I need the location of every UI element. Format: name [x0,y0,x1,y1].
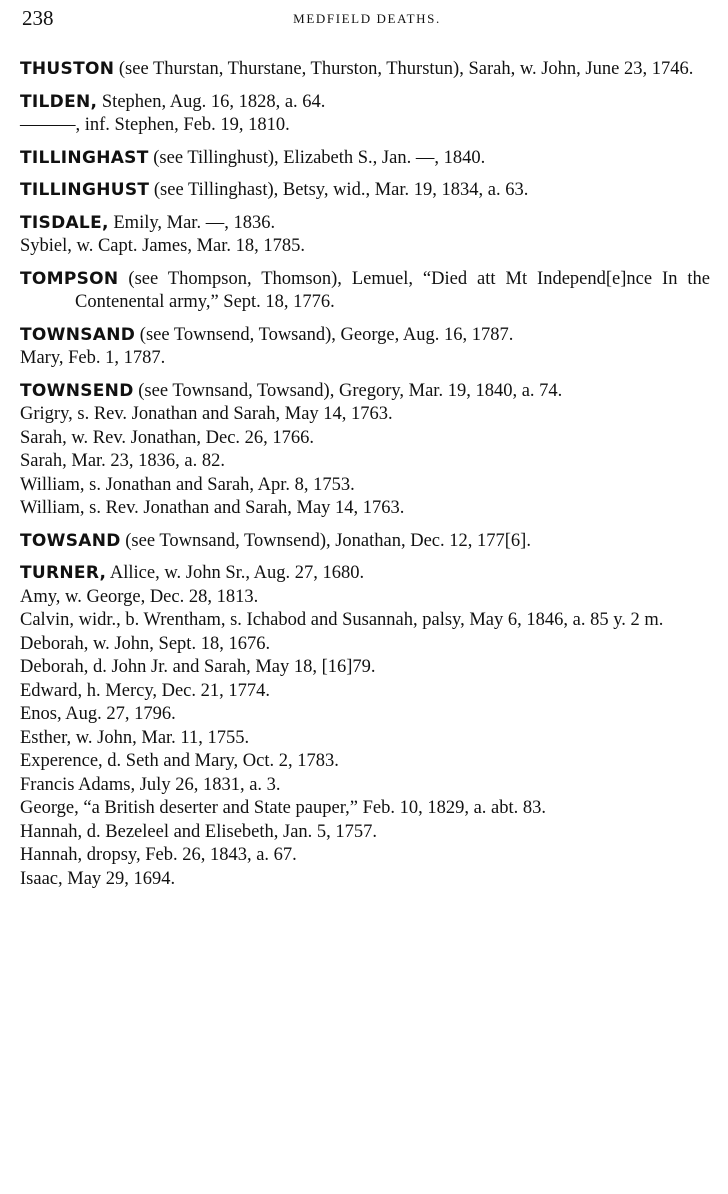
record-text: (see Townsend, Towsand), George, Aug. 16, 1787. [135,324,514,345]
surname-heading: TOWNSEND [20,380,134,401]
surname-heading: TILDEN, [20,91,98,112]
page-header [22,6,712,36]
record-text: Francis Adams, July 26, 1831, a. 3. [20,774,281,795]
surname-entry [20,530,710,554]
death-records-list [20,58,710,891]
record-entry [20,609,710,633]
record-text: Experence, d. Seth and Mary, Oct. 2, 1783. [20,751,339,771]
record-entry [20,821,710,845]
record-entry [20,680,710,704]
surname-entry [20,179,710,203]
record-entry [20,427,710,451]
surname-heading: THUSTON [20,59,115,79]
record-entry [20,703,710,727]
surname-heading: TISDALE, [20,212,109,233]
record-entry [20,235,710,259]
record-entry [20,656,710,680]
surname-entry [20,58,710,82]
record-entry [20,474,710,498]
surname-heading: TOWSAND [20,530,121,551]
record-text: (see Tillinghust), Elizabeth S., Jan. —, 1840. [148,147,486,168]
record-text: Enos, Aug. 27, 1796. [20,704,176,724]
record-entry [20,727,710,751]
record-text: Emily, Mar. —, 1836. [108,212,276,233]
record-text: Calvin, widr., b. Wrentham, s. Ichabod and Susannah, palsy, May 6, 1846, a. 85 y. 2 m. [20,610,664,630]
record-text: (see Tillinghast), Betsy, wid., Mar. 19, 1834, a. 63. [149,180,529,200]
record-text: Sarah, Mar. 23, 1836, a. 82. [20,451,226,471]
record-entry [20,586,710,610]
record-text: ———, inf. Stephen, Feb. 19, 1810. [20,115,290,135]
record-entry [20,750,710,774]
surname-heading: TURNER, [20,563,107,583]
record-text: Mary, Feb. 1, 1787. [20,348,166,368]
surname-entry [20,91,710,115]
record-text: George, “a British deserter and State pauper,” Feb. 10, 1829, a. abt. 83. [20,798,547,818]
surname-entry [20,268,710,315]
record-text: Deborah, w. John, Sept. 18, 1676. [20,633,271,654]
record-text: Allice, w. John Sr., Aug. 27, 1680. [106,563,365,583]
record-entry [20,347,710,371]
record-text: Esther, w. John, Mar. 11, 1755. [20,727,250,748]
record-entry [20,450,710,474]
record-text: William, s. Rev. Jonathan and Sarah, May 14, 1763. [20,498,405,518]
record-text: Sybiel, w. Capt. James, Mar. 18, 1785. [20,236,306,256]
page-number: 238 [22,6,54,30]
record-text: (see Townsand, Townsend), Jonathan, Dec. 12, 177[6]. [120,530,531,551]
record-text: Sarah, w. Rev. Jonathan, Dec. 26, 1766. [20,427,315,448]
surname-entry [20,324,710,348]
record-entry [20,774,710,798]
running-title: MEDFIELD DEATHS. [293,11,441,26]
surname-entry [20,212,710,236]
record-text: Isaac, May 29, 1694. [20,868,176,889]
record-entry [20,497,710,521]
record-text: Deborah, d. John Jr. and Sarah, May 18, [16]79. [20,657,376,677]
record-text: Hannah, d. Bezeleel and Elisebeth, Jan. 5, 1757. [20,821,378,842]
record-entry [20,868,710,892]
surname-heading: TILLINGHAST [20,147,149,168]
surname-entry [20,562,710,586]
record-text: (see Townsand, Towsand), Gregory, Mar. 19, 1840, a. 74. [133,380,563,401]
record-text: Edward, h. Mercy, Dec. 21, 1774. [20,680,271,701]
record-text: (see Thompson, Thomson), Lemuel, “Died att Mt Independ[e]nce In the Contenental army,” Sept. 18, 1776. [75,268,710,312]
record-text: Hannah, dropsy, Feb. 26, 1843, a. 67. [20,845,297,865]
record-entry [20,633,710,657]
record-entry [20,797,710,821]
record-text: Stephen, Aug. 16, 1828, a. 64. [97,91,326,112]
surname-heading: TOWNSAND [20,324,136,345]
surname-entry [20,147,710,171]
record-entry [20,114,710,138]
record-text: (see Thurstan, Thurstane, Thurston, Thurstun), Sarah, w. John, June 23, 1746. [114,59,694,79]
record-entry [20,403,710,427]
record-text: Amy, w. George, Dec. 28, 1813. [20,586,259,607]
surname-heading: TILLINGHUST [20,180,150,200]
surname-entry [20,380,710,404]
record-text: William, s. Jonathan and Sarah, Apr. 8, 1753. [20,474,355,495]
record-text: Grigry, s. Rev. Jonathan and Sarah, May 14, 1763. [20,404,393,424]
record-entry [20,844,710,868]
surname-heading: TOMPSON [20,268,119,289]
